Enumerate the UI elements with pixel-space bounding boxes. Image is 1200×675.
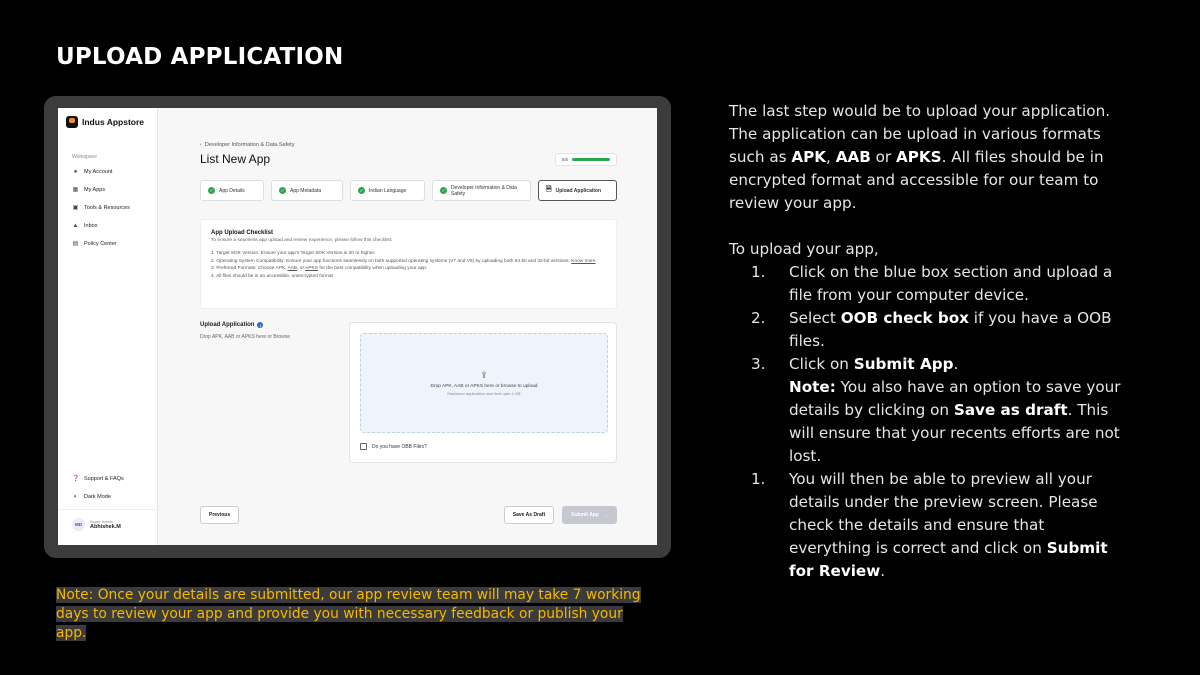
upload-checklist	[200, 219, 617, 309]
text: if you have a OOB files.	[789, 309, 1112, 350]
upload-doc-icon: 🗎	[546, 186, 552, 193]
tab-developer-information[interactable]	[432, 180, 531, 201]
grid-icon: ▦	[72, 187, 79, 193]
upload-description: Drop APK, AAB or APKS here or Browse	[200, 334, 291, 340]
text: Click on	[789, 355, 854, 373]
list-number: 1.	[751, 263, 766, 281]
text: ,	[826, 148, 836, 166]
check-icon: ✓	[280, 187, 285, 193]
sidebar-item-policy-center[interactable]	[58, 232, 157, 250]
form-footer	[200, 506, 617, 524]
sidebar-item-my-apps[interactable]	[58, 178, 157, 196]
list-text	[789, 307, 1129, 353]
file-dropzone[interactable]	[360, 333, 608, 433]
text-bold: APK	[791, 148, 827, 166]
steps-list	[729, 261, 1129, 583]
text: You also have an option to save your details by clicking on	[789, 378, 1121, 419]
arrow-right-icon: →	[603, 512, 608, 518]
aab-link[interactable]: AAB	[287, 266, 298, 271]
sidebar-item-label: Dark Mode	[84, 493, 111, 500]
instructions-panel	[729, 100, 1129, 583]
tab-label: Indian Language	[369, 187, 407, 194]
sidebar-item-label: Inbox	[84, 222, 98, 229]
tab-label: Upload Application	[555, 187, 602, 194]
obb-checkbox[interactable]	[360, 443, 367, 450]
sidebar-section-label: Workspace	[72, 154, 97, 160]
sidebar-item-label: My Account	[84, 168, 113, 175]
sidebar-item-tools[interactable]	[58, 196, 157, 214]
sidebar-item-my-account[interactable]	[58, 160, 157, 178]
user-name: Abhishek.M	[90, 524, 121, 530]
list-text	[789, 353, 1129, 468]
save-draft-button[interactable]: Save As Draft	[504, 506, 554, 524]
text: The last step would be to upload your application. The application can be upload in various formats such as	[729, 102, 1111, 166]
review-note	[56, 586, 656, 643]
breadcrumb[interactable]: ‹ Developer Information & Data Safety	[200, 142, 295, 148]
toolbox-icon: ▣	[72, 205, 79, 211]
text: . All files should be in encrypted format and accessible for our team to review your app.	[729, 148, 1104, 212]
tab-app-details[interactable]	[200, 180, 264, 201]
checklist-item: 1. Target SDK Version: Ensure your app's Target SDK Version is 30 or higher.	[211, 251, 376, 256]
sidebar-item-label: Support & FAQs	[84, 475, 124, 482]
list-item	[729, 353, 1129, 468]
logo-icon	[66, 116, 78, 128]
obb-option	[360, 443, 606, 450]
breadcrumb-label: Developer Information & Data Safety	[204, 142, 295, 148]
info-icon[interactable]: i	[257, 322, 263, 328]
checklist-item: 4. All files should be in an accessible, unencrypted format	[211, 273, 333, 279]
upload-section	[200, 322, 617, 463]
step-tabs	[200, 180, 617, 201]
checklist-item	[211, 265, 606, 273]
brand-name: Indus Appstore	[82, 117, 145, 127]
list-item	[729, 261, 1129, 307]
checklist-item	[211, 258, 606, 266]
sidebar-item-inbox[interactable]	[58, 214, 157, 232]
progress-label: 5/5	[561, 156, 568, 162]
text: .	[880, 562, 886, 580]
sidebar-item-dark-mode[interactable]	[58, 485, 157, 503]
list-number: 2.	[751, 309, 766, 327]
progress-bar-fill	[572, 158, 610, 161]
submit-label: Submit App	[571, 512, 599, 518]
progress-bar	[572, 158, 610, 161]
main-content	[158, 108, 657, 545]
text-bold: Note:	[789, 378, 836, 396]
tab-indian-language[interactable]	[350, 180, 425, 201]
text-bold: OOB check box	[840, 309, 969, 327]
checklist-item-text: 2. Operating System Compatibility: Ensure your app functions seamlessly on both supported operating systems (V7 and V8) by uploading both 64-bit and 32-bit versions.	[211, 258, 570, 264]
title-row	[200, 152, 617, 166]
check-icon: ✓	[441, 187, 446, 193]
sidebar	[58, 108, 158, 545]
text-bold: APKS	[896, 148, 942, 166]
checklist-item-text: 3. Preferred Formats: Choose APK,	[211, 266, 287, 271]
sidebar-item-support[interactable]	[58, 467, 157, 485]
brand[interactable]	[58, 108, 157, 136]
intro-paragraph	[729, 100, 1129, 215]
list-item	[729, 307, 1129, 353]
text: .	[953, 355, 959, 373]
sidebar-item-label: Policy Center	[84, 240, 117, 247]
know-more-link[interactable]: Know more	[571, 258, 596, 264]
sidebar-item-label: My Apps	[84, 186, 106, 193]
tab-label: App Details	[219, 187, 245, 194]
apks-link[interactable]: APKS	[305, 266, 318, 271]
note-text: Note: Once your details are submitted, our app review team will may take 7 working days to review your app and provide you with necessary feedback or publish your app.	[56, 587, 641, 641]
tab-label: Developer Information & Data Safety	[451, 184, 517, 197]
help-icon: ❓	[72, 476, 80, 482]
text: You will then be able to preview all your details under the preview screen. Please check the details and ensure that everything is correct and click on	[789, 470, 1098, 557]
submit-app-button[interactable]	[562, 506, 617, 524]
obb-label: Do you have OBB Files?	[372, 443, 427, 450]
person-icon: ●	[73, 168, 78, 175]
text-bold: AAB	[835, 148, 871, 166]
dropzone-text: Drop APK, AAB or APKS here or browse to upload	[430, 384, 538, 389]
upload-info	[200, 322, 349, 463]
list-text: Click on the blue box section and upload a file from your computer device.	[789, 263, 1113, 304]
page-title: List New App	[200, 152, 271, 166]
bell-icon: ▲	[72, 222, 79, 229]
tab-app-metadata[interactable]	[271, 180, 343, 201]
document-icon: ▤	[72, 241, 79, 247]
list-text	[789, 468, 1129, 583]
previous-button[interactable]: Previous	[200, 506, 239, 524]
upload-card	[349, 322, 617, 463]
upload-icon: ⇪	[480, 370, 488, 380]
text: Select	[789, 309, 841, 327]
sidebar-item-label: Tools & Resources	[84, 204, 130, 211]
text: . This will ensure that your recents efforts are not lost.	[789, 401, 1120, 465]
device-frame	[44, 96, 671, 558]
moon-icon: ◐	[73, 493, 78, 500]
checklist-item-text: for the best compatibility when uploading your app.	[319, 266, 428, 271]
sidebar-bottom	[58, 467, 157, 545]
text: or	[870, 148, 896, 166]
text-bold: Submit for Review	[789, 539, 1108, 580]
text-bold: Save as draft	[953, 401, 1068, 419]
app-screen	[58, 108, 657, 545]
list-number: 3.	[751, 355, 766, 373]
spacer	[729, 215, 1129, 238]
tab-label: App Metadata	[290, 187, 322, 194]
steps-intro: To upload your app,	[729, 240, 879, 258]
tab-upload-application[interactable]	[538, 180, 617, 201]
checklist-item-text: , or	[297, 266, 305, 271]
text-bold: Submit App	[853, 355, 954, 373]
upload-title	[200, 322, 349, 328]
checklist-title: App Upload Checklist	[211, 230, 274, 236]
checklist-subtitle: To ensure a seamless app upload and review experience, please follow this checklist:	[211, 238, 393, 243]
list-number: 1.	[751, 470, 766, 488]
dropzone-limit: Maximum application size limit upto 4 GB	[447, 391, 521, 396]
user-profile[interactable]	[58, 509, 157, 545]
progress-indicator	[555, 153, 617, 166]
check-icon: ✓	[359, 187, 364, 193]
slide-title: UPLOAD APPLICATION	[56, 44, 344, 70]
user-role: Super Admin	[90, 519, 113, 524]
list-item	[729, 468, 1129, 583]
checklist-items	[211, 250, 606, 280]
check-icon: ✓	[209, 187, 214, 193]
avatar: MD	[72, 518, 85, 531]
upload-title-text: Upload Application	[200, 322, 255, 328]
